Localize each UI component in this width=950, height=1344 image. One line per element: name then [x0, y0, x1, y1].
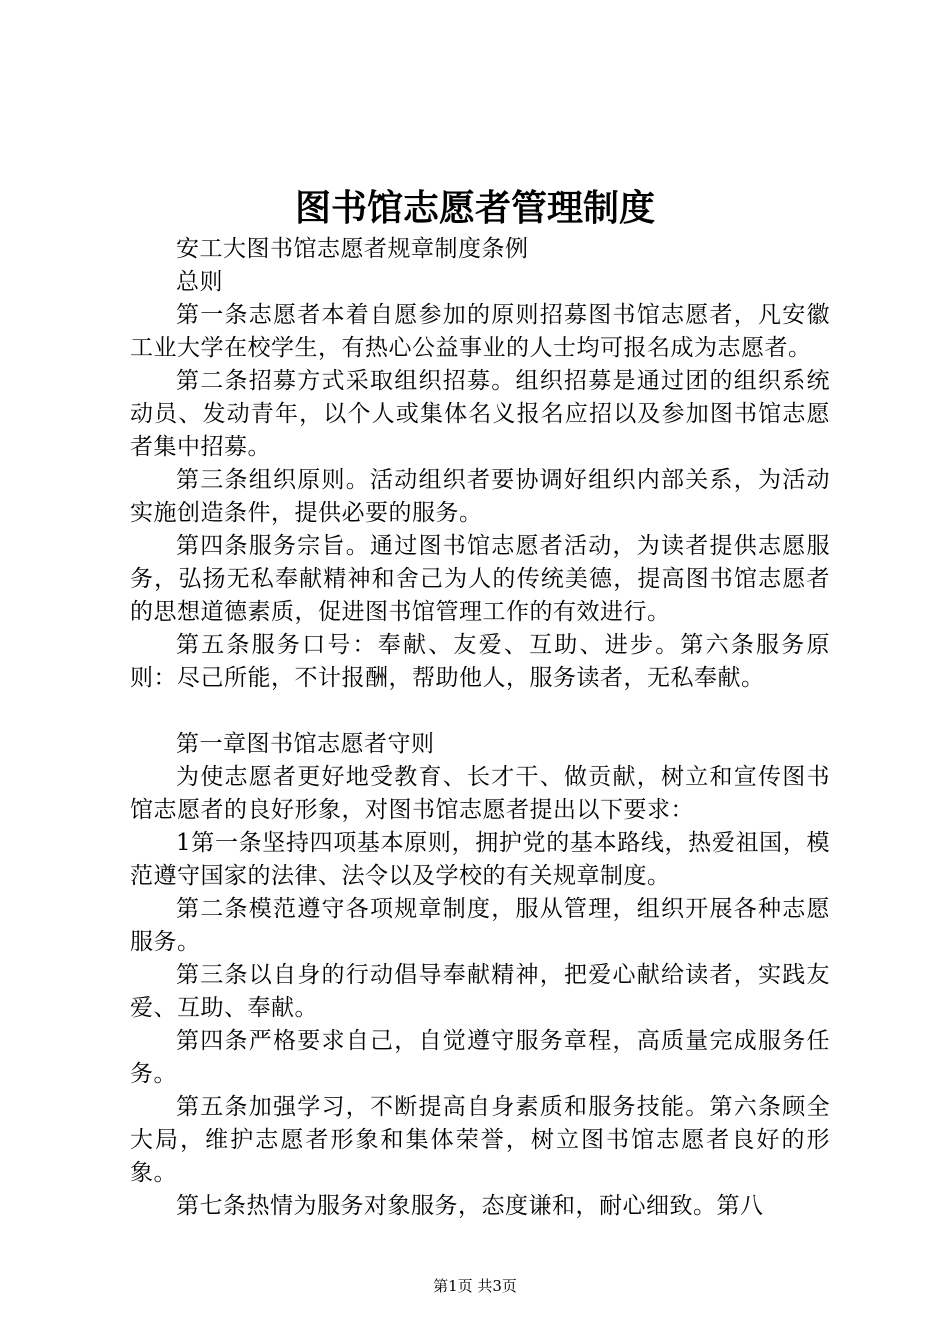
paragraph: 第四条严格要求自己，自觉遵守服务章程，高质量完成服务任务。 [130, 1028, 830, 1087]
paragraph: 第三条以自身的行动倡导奉献精神，把爱心献给读者，实践友爱、互助、奉献。 [130, 962, 830, 1021]
document-body [130, 233, 830, 1223]
paragraph: 第四条服务宗旨。通过图书馆志愿者活动，为读者提供志愿服务，弘扬无私奉献精神和舍己为人的传统美德，提高图书馆志愿者的思想道德素质，促进图书馆管理工作的有效进行。 [130, 533, 830, 625]
paragraph: 第一条志愿者本着自愿参加的原则招募图书馆志愿者，凡安徽工业大学在校学生，有热心公益事业的人士均可报名成为志愿者。 [130, 302, 830, 361]
paragraph: 第五条加强学习，不断提高自身素质和服务技能。第六条顾全大局，维护志愿者形象和集体荣誉，树立图书馆志愿者良好的形象。 [130, 1094, 830, 1186]
chapter-heading: 第一章图书馆志愿者守则 [176, 731, 435, 757]
paragraph: 第三条组织原则。活动组织者要协调好组织内部关系，为活动实施创造条件，提供必要的服务。 [130, 467, 830, 526]
paragraph: 第七条热情为服务对象服务，态度谦和，耐心细致。第八 [176, 1193, 764, 1219]
paragraph: 为使志愿者更好地受教育、长才干、做贡献，树立和宣传图书馆志愿者的良好形象，对图书馆志愿者提出以下要求： [130, 764, 830, 823]
paragraph: 第二条模范遵守各项规章制度，服从管理，组织开展各种志愿服务。 [130, 896, 830, 955]
paragraph: 1第一条坚持四项基本原则，拥护党的基本路线，热爱祖国，模范遵守国家的法律、法令以及学校的有关规章制度。 [130, 830, 830, 889]
subtitle-paragraph: 安工大图书馆志愿者规章制度条例 [176, 236, 529, 262]
section-heading-general: 总则 [176, 269, 223, 295]
document-title: 图书馆志愿者管理制度 [294, 187, 655, 229]
paragraph: 第二条招募方式采取组织招募。组织招募是通过团的组织系统动员、发动青年，以个人或集体名义报名应招以及参加图书馆志愿者集中招募。 [130, 368, 830, 460]
paragraph: 第五条服务口号：奉献、友爱、互助、进步。第六条服务原则：尽己所能，不计报酬，帮助他人，服务读者，无私奉献。 [130, 632, 830, 691]
page-footer: 第1页 共3页 [433, 1277, 517, 1295]
